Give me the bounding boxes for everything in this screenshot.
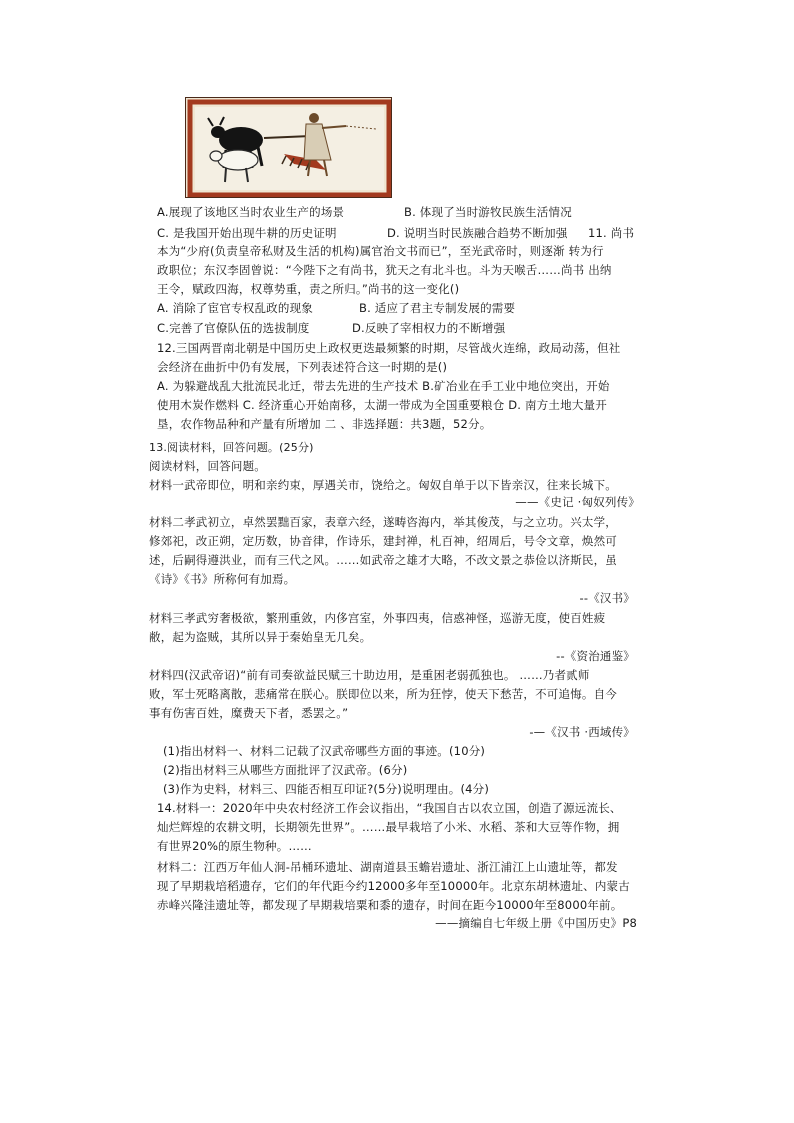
q13-material-1-source: ——《史记 ·匈奴列传》 (515, 495, 640, 509)
q11-stem-line: 政职位；东汉李固曾说：“今陛下之有尚书，犹天之有北斗也。斗为天喉舌……尚书 出纳 (157, 263, 612, 277)
q14-material-1-line: 灿烂辉煌的农耕文明，长期领先世界”。……最早栽培了小米、水稻、茶和大豆等作物，拥 (157, 820, 620, 834)
q12-line: 12.三国两晋南北朝是中国历史上政权更迭最频繁的时期，尽管战火连绵，政局动荡，但社 (157, 341, 621, 355)
q11-stem-line: 本为“少府(负责皇帝私财及生活的机构)属官治文书而已”，至光武帝时，则逐渐 转为行 (157, 244, 604, 258)
q13-material-2-line: 材料二孝武初立，卓然罢黜百家，表章六经，遂畴咨海内，举其俊茂，与之立功。兴太学， (149, 515, 617, 529)
q10-option-c: C. 是我国开始出现牛耕的历史证明 (157, 226, 337, 240)
q13-material-3-line: 敝，起为盗贼，其所以异于秦始皇无几矣。 (149, 630, 372, 644)
q13-material-2-line: 《诗》《书》所称何有加焉。 (149, 572, 296, 586)
q12-line: A. 为躲避战乱大批流民北迁，带去先进的生产技术 B.矿冶业在手工业中地位突出，开始 (157, 379, 610, 393)
q13-material-2-line: 述，后嗣得遵洪业，而有三代之风。……如武帝之雄才大略，不改文景之恭俭以济斯民，虽 (149, 553, 617, 567)
q13-material-1: 材料一武帝即位，明和亲约束，厚遇关市，饶给之。匈奴自单于以下皆亲汉，往来长城下。 (149, 478, 617, 492)
q14-material-2-line: 现了早期栽培稻遗存，它们的年代距今约12000多年至10000年。北京东胡林遗址、内蒙古 (157, 879, 630, 893)
q13-subquestion-2: (2)指出材料三从哪些方面批评了汉武帝。(6分) (163, 763, 408, 777)
mural-illustration (186, 98, 392, 198)
q13-material-3-source: --《资治通鉴》 (556, 649, 635, 663)
q14-material-1-line: 有世界20%的原生物种。…… (157, 839, 312, 853)
q13-material-2-line: 修郊祀，改正朔，定历数，协音律，作诗乐，建封禅，札百神，绍周后，号令文章，焕然可 (149, 534, 617, 548)
q13-material-3-line: 材料三孝武穷奢极欲，繁刑重敛，内侈宫室，外事四夷，信惑神怪，巡游无度，使百姓疲 (149, 611, 606, 625)
q13-material-2-source: --《汉书》 (579, 591, 635, 605)
q12-line: 使用木炭作燃料 C. 经济重心开始南移，太湖一带成为全国重要粮仓 D. 南方土地大量开 (157, 398, 607, 412)
q11-option-d: D.反映了宰相权力的不断增强 (352, 321, 506, 335)
q10-option-b: B. 体现了当时游牧民族生活情况 (404, 205, 572, 219)
q11-option-b: B. 适应了君主专制发展的需要 (359, 301, 516, 315)
q11-number: 11. 尚书 (588, 226, 635, 240)
q13-material-4-source: -—《汉书 ·西域传》 (529, 725, 635, 739)
q13-material-4-line: 事有伤害百姓，糜费天下者，悉罢之。” (149, 706, 349, 720)
q10-option-d: D. 说明当时民族融合趋势不断加强 (387, 226, 568, 240)
q14-material-2-line: 材料二：江西万年仙人洞-吊桶环遗址、湖南道县玉蟾岩遗址、浙江浦江上山遗址等，都发 (157, 860, 618, 874)
q14-material-2-source: ——摘编自七年级上册《中国历史》P8 (435, 916, 637, 930)
q13-title: 13.阅读材料，回答问题。(25分) (149, 441, 314, 454)
q10-option-a: A.展现了该地区当时农业生产的场景 (157, 205, 345, 219)
q13-material-4-line: 败，军士死略离散，悲痛常在朕心。朕即位以来，所为狂悖，使天下愁苦，不可追悔。自今 (149, 687, 617, 701)
q14-material-2-line: 赤峰兴隆洼遗址等，都发现了早期栽培粟和黍的遗存，时间在距今10000年至8000年前。 (157, 898, 623, 912)
q13-intro: 阅读材料，回答问题。 (149, 459, 266, 473)
q11-option-a: A. 消除了宦官专权乱政的现象 (157, 301, 313, 315)
q13-subquestion-1: (1)指出材料一、材料二记载了汉武帝哪些方面的事迹。(10分) (163, 744, 486, 758)
q11-option-c: C.完善了官僚队伍的选拔制度 (157, 321, 310, 335)
q14-material-1-line: 14.材料一：2020年中央农村经济工作会议指出，“我国自古以农立国，创造了源远流长、 (157, 801, 622, 815)
q13-subquestion-3: (3)作为史料，材料三、四能否相互印证?(5分)说明理由。(4分) (163, 782, 490, 796)
ox-plowing-mural-image (185, 97, 392, 198)
q12-line: 垦，农作物品种和产量有所增加 二 、非选择题：共3题，52分。 (157, 417, 492, 431)
q12-line: 会经济在曲折中仍有发展，下列表述符合这一时期的是() (157, 360, 448, 374)
q13-material-4-line: 材料四(汉武帝诏)“前有司奏欲益民赋三十助边用，是重困老弱孤独也。 ……乃者贰师 (149, 668, 590, 682)
q11-stem-line: 王令，赋政四海，权尊势重，责之所归。”尚书的这一变化() (157, 282, 460, 296)
